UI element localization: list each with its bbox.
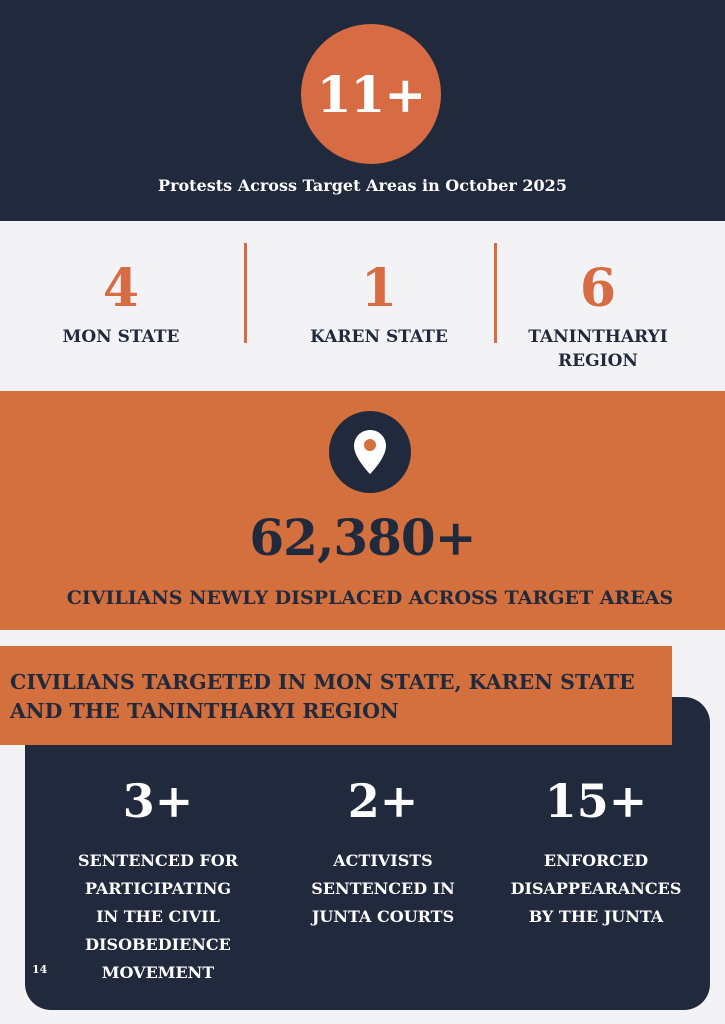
targeted-label <box>48 847 268 987</box>
region-stats <box>0 221 725 391</box>
divider <box>244 243 247 343</box>
region-label: KAREN STATE <box>310 327 448 347</box>
targeted-label-line: ENFORCED <box>543 851 649 870</box>
region-label-line: REGION <box>558 351 638 371</box>
targeted-banner <box>0 646 672 745</box>
targeted-count: 2+ <box>347 774 419 828</box>
protests-header <box>0 0 725 221</box>
targeted-label-line: JUNTA COURTS <box>311 907 455 926</box>
targeted-stat-cdm <box>48 775 268 987</box>
displaced-count: 62,380+ <box>249 508 476 567</box>
region-count: 4 <box>102 258 140 319</box>
location-pin-icon <box>329 411 411 493</box>
targeted-label-line: DISOBEDIENCE <box>85 935 231 954</box>
region-label-line: TANINTHARYI <box>528 327 668 347</box>
targeted-label <box>486 847 706 931</box>
targeted-stat-activists <box>273 775 493 931</box>
region-label <box>498 325 698 373</box>
region-stat-mon <box>21 259 221 349</box>
targeted-label-line: SENTENCED FOR <box>77 851 239 870</box>
targeted-title <box>10 668 650 726</box>
targeted-label-line: BY THE JUNTA <box>528 907 664 926</box>
targeted-label-line: MOVEMENT <box>101 963 215 982</box>
targeted-count: 15+ <box>544 774 648 828</box>
protests-count: 11+ <box>316 64 426 124</box>
displaced-section <box>0 391 725 630</box>
protests-caption: Protests Across Target Areas in October 2025 <box>158 176 567 195</box>
region-count: 1 <box>360 258 398 319</box>
targeted-label <box>273 847 493 931</box>
targeted-label-line: SENTENCED IN <box>311 879 455 898</box>
targeted-title-line: CIVILIANS TARGETED IN MON STATE, KAREN STATE <box>10 670 635 694</box>
targeted-stat-disappearances <box>486 775 706 931</box>
targeted-label-line: IN THE CIVIL <box>96 907 220 926</box>
targeted-label-line: ACTIVISTS <box>333 851 433 870</box>
targeted-label-line: DISAPPEARANCES <box>510 879 682 898</box>
region-label: MON STATE <box>62 327 180 347</box>
targeted-title-line: AND THE TANINTHARYI REGION <box>10 699 399 723</box>
divider <box>494 243 497 343</box>
region-stat-tanintharyi <box>498 259 698 373</box>
displaced-label: CIVILIANS NEWLY DISPLACED ACROSS TARGET AREAS <box>66 587 674 609</box>
targeted-label-line: PARTICIPATING <box>85 879 231 898</box>
page-number: 14 <box>32 963 48 976</box>
targeted-count: 3+ <box>122 774 194 828</box>
region-stat-karen <box>279 259 479 349</box>
protests-count-circle <box>301 24 441 164</box>
region-count: 6 <box>579 258 617 319</box>
